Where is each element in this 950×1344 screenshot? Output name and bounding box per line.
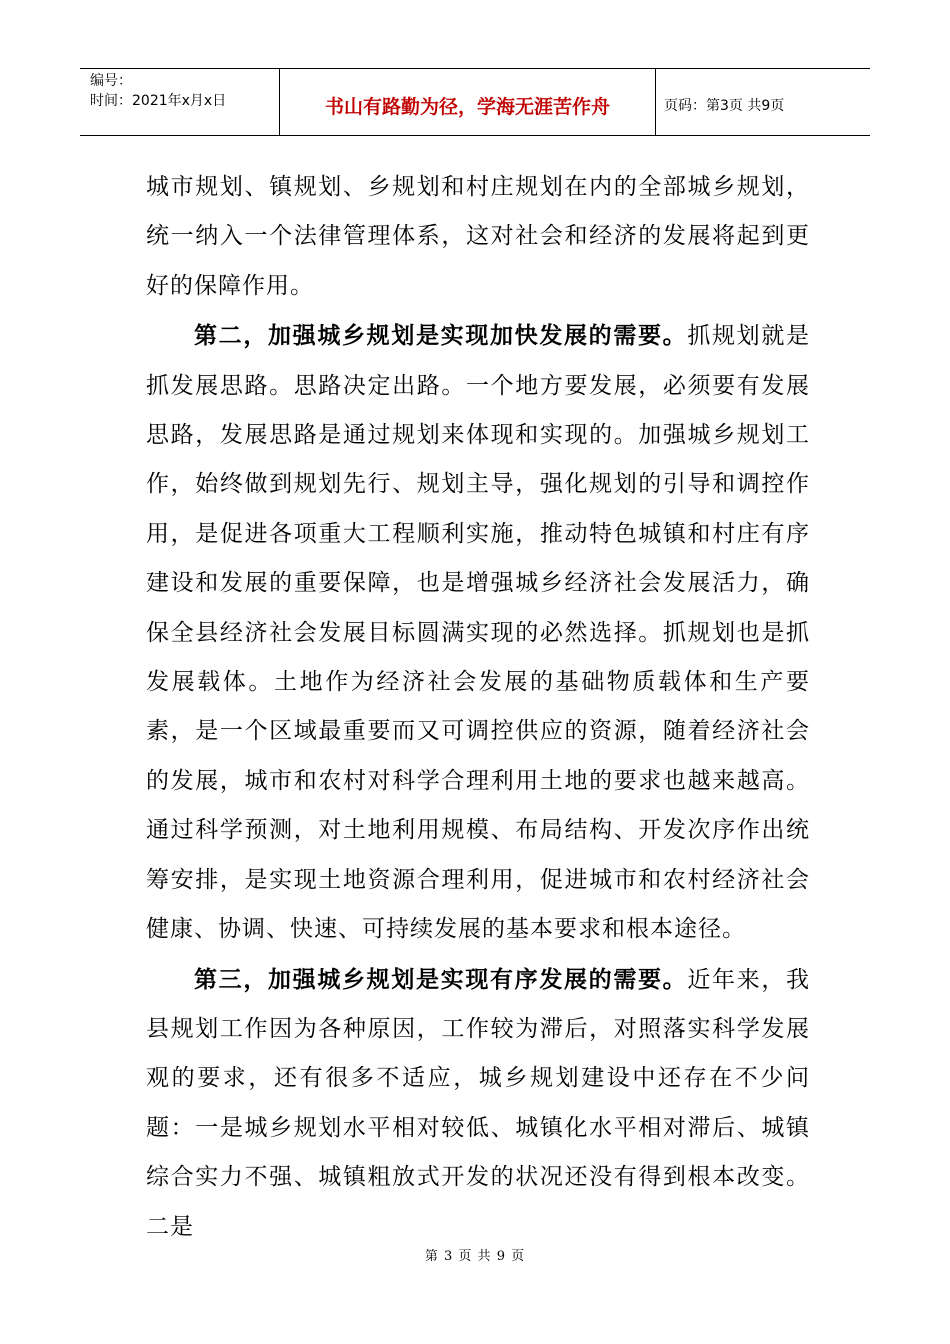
paragraph-2-lead: 第二，加强城乡规划是实现加快发展的需要。 xyxy=(194,322,688,350)
paragraph-2-text: 抓规划就是抓发展思路。思路决定出路。一个地方要发展，必须要有发展思路，发展思路是通过规划来体现和实现的。加强城乡规划工作，始终做到规划先行、规划主导，强化规划的引导和调控作用，是促进各项重大工程顺利实施，推动特色城镇和村庄有序建设和发展的重要保障，也是增强城乡经济社会发展活力，确保全县经济社会发展目标圆满实现的必然选择。抓规划也是抓发展载体。土地作为经济社会发展的基础物质载体和生产要素，是一个区域最重要而又可调控供应的资源，随着经济社会的发展，城市和农村对科学合理利用土地的要求也越来越高。通过科学预测，对土地利用规模、布局结构、开发次序作出统筹安排，是实现土地资源合理利用，促进城市和农村经济社会健康、协调、快速、可持续发展的基本要求和根本途径。 xyxy=(146,323,811,943)
page-header xyxy=(80,68,870,136)
page-footer: 第 3 页 共 9 页 xyxy=(424,1249,526,1264)
paragraph-1 xyxy=(146,162,810,311)
paragraph-3 xyxy=(146,955,810,1252)
paragraph-2 xyxy=(146,311,810,954)
document-number-label: 编号： xyxy=(90,73,132,89)
header-motto: 书山有路勤为径，学海无涯苦作舟 xyxy=(280,69,656,135)
document-body xyxy=(146,162,810,1252)
paragraph-3-text: 近年来，我县规划工作因为各种原因，工作较为滞后，对照落实科学发展观的要求，还有很多不适应，城乡规划建设中还存在不少问题：一是城乡规划水平相对较低、城镇化水平相对滞后、城镇综合实力不强、城镇粗放式开发的状况还没有得到根本改变。二是 xyxy=(146,966,811,1240)
header-page-number: 页码：第3页 共9页 xyxy=(664,98,785,114)
document-date-label: 时间：2021年x月x日 xyxy=(90,93,227,109)
paragraph-3-lead: 第三，加强城乡规划是实现有序发展的需要。 xyxy=(194,965,688,993)
paragraph-1-text: 城市规划、镇规划、乡规划和村庄规划在内的全部城乡规划，统一纳入一个法律管理体系，这对社会和经济的发展将起到更好的保障作用。 xyxy=(146,174,810,299)
header-meta xyxy=(80,69,280,135)
